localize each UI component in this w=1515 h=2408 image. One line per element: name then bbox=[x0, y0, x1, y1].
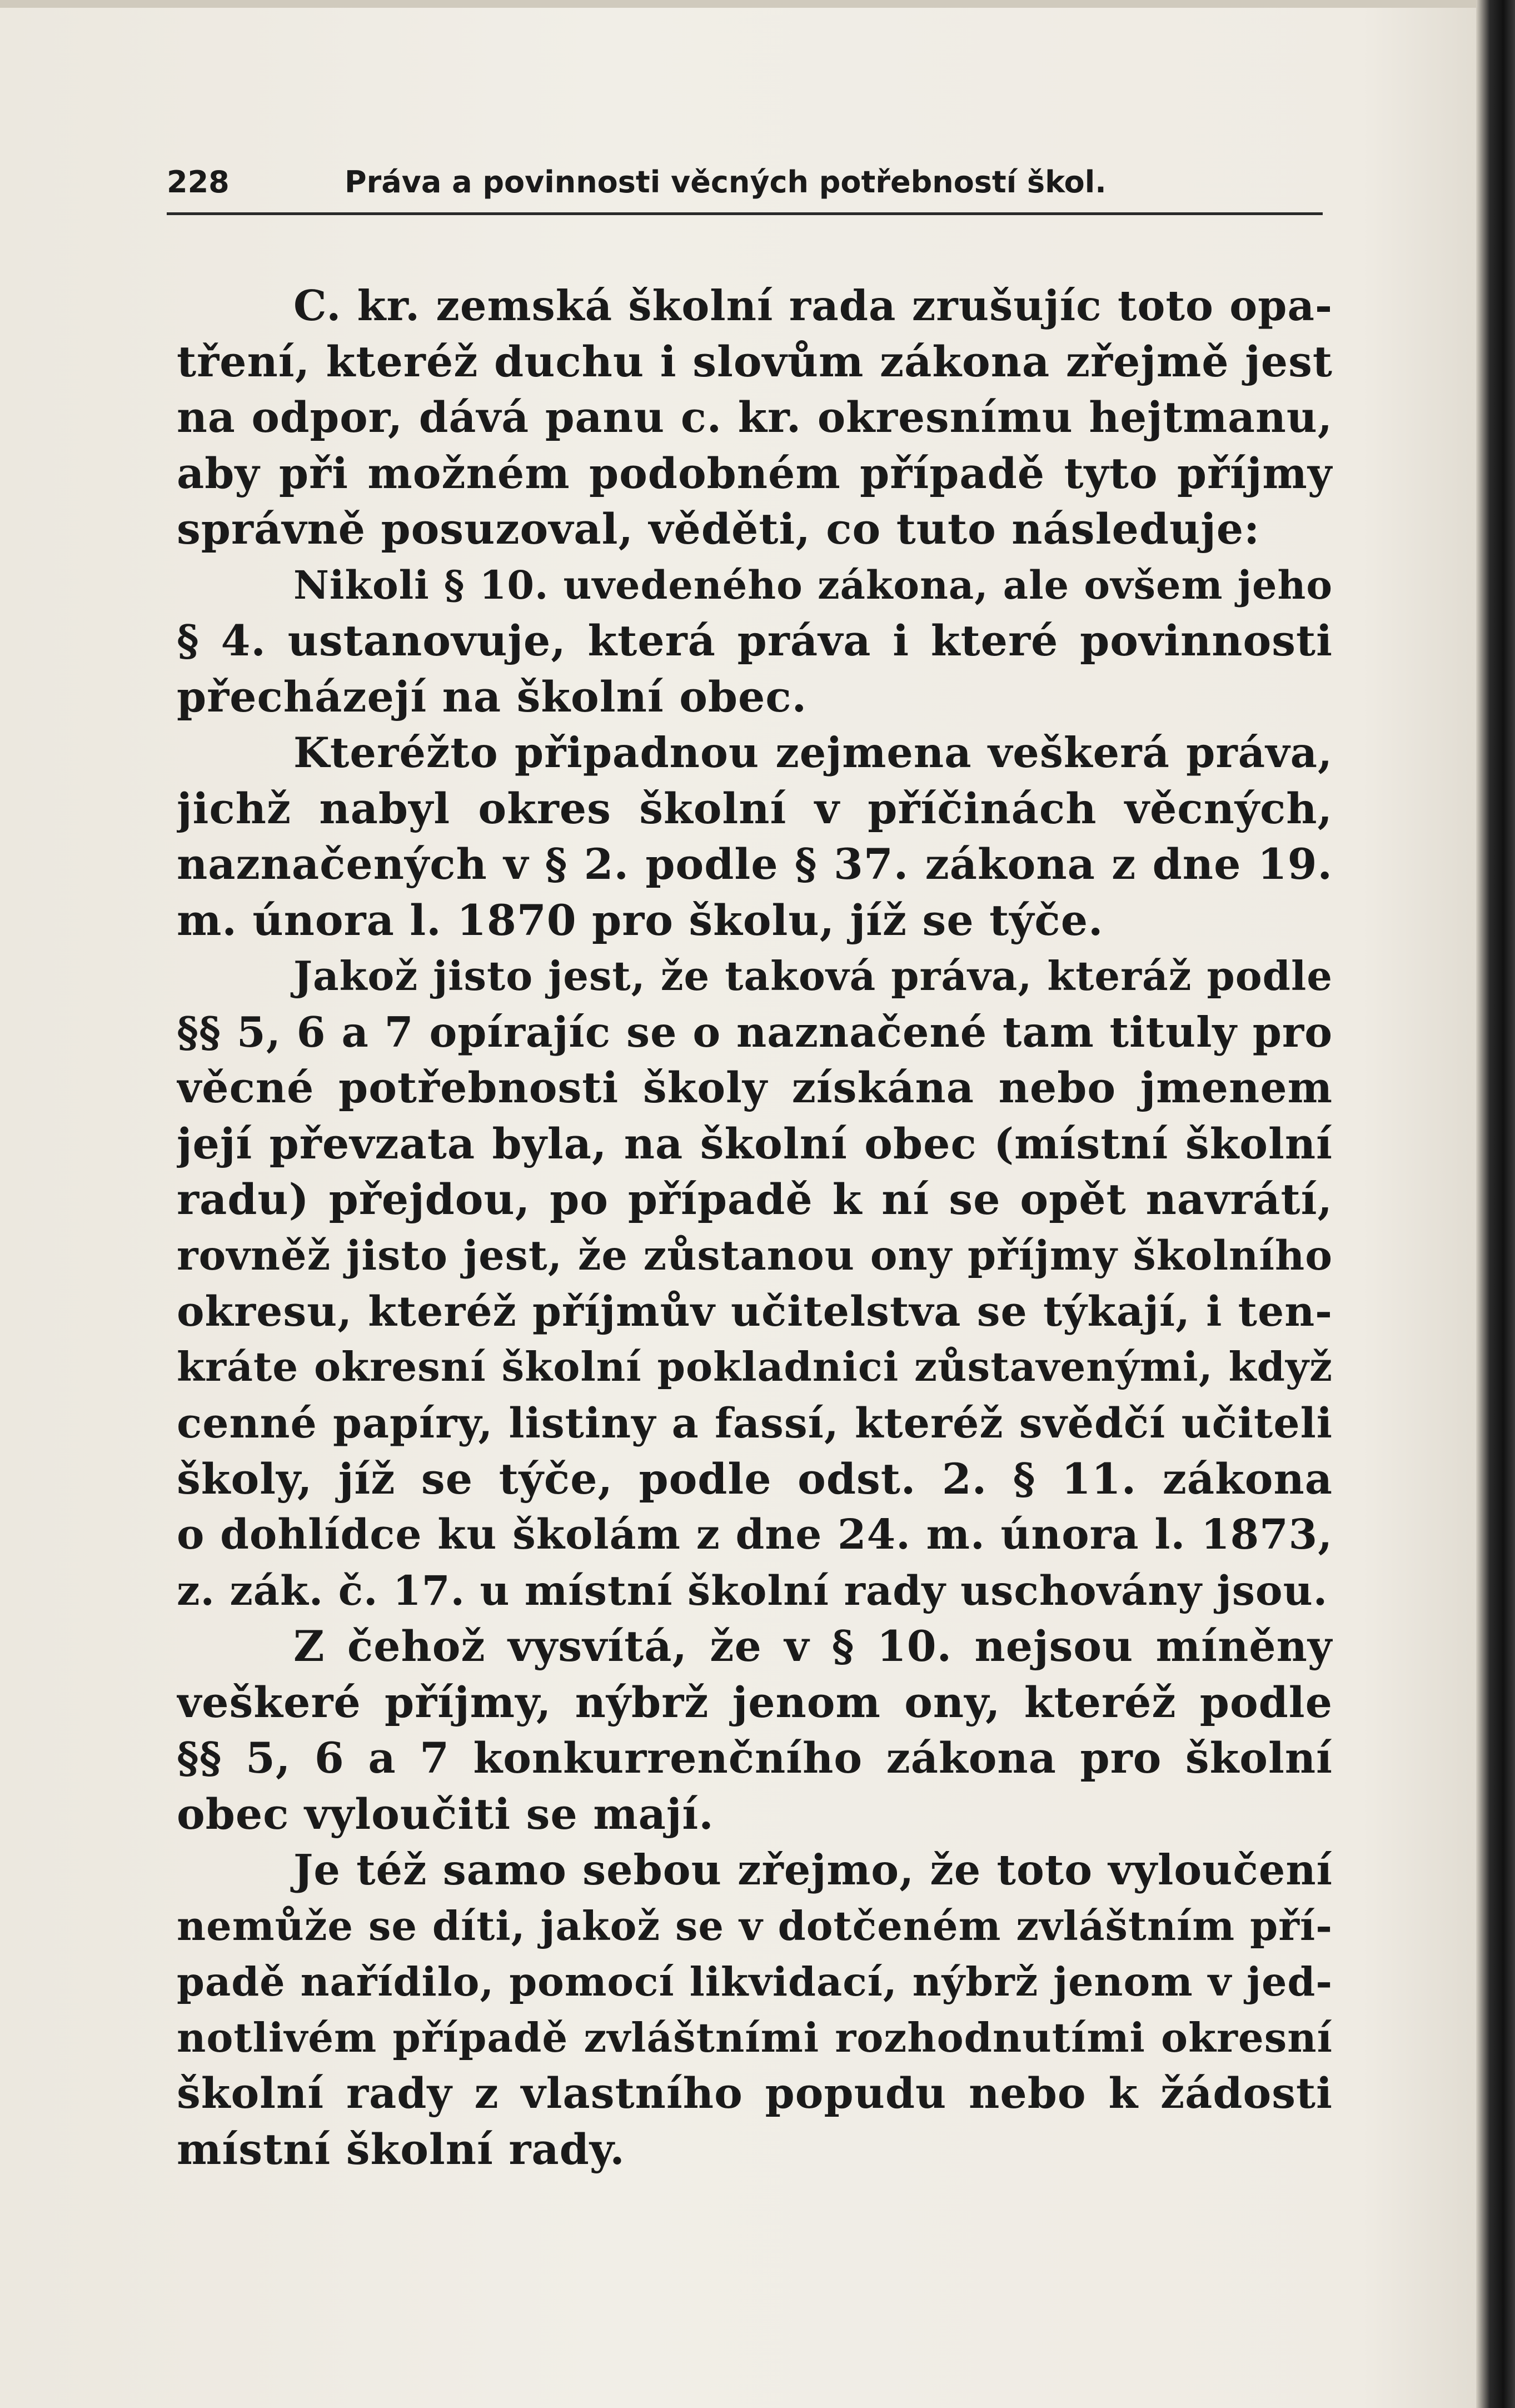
text-line: z. zák. č. 17. u místní školní rady uschovány jsou. bbox=[177, 1566, 1328, 1615]
text-line: §§ 5, 6 a 7 konkurrenčního zákona pro školní bbox=[177, 1733, 1333, 1783]
header-rule bbox=[167, 212, 1323, 215]
text-line: okresu, kteréž příjmův učitelstva se týkají, i ten- bbox=[177, 1287, 1333, 1336]
page-number: 228 bbox=[167, 165, 230, 200]
text-line: §§ 5, 6 a 7 opírajíc se o naznačené tam tituly pro bbox=[177, 1007, 1333, 1057]
text-line: na odpor, dává panu c. kr. okresnímu hejtmanu, bbox=[177, 392, 1333, 442]
text-line: radu) přejdou, po případě k ní se opět navrátí, bbox=[177, 1175, 1333, 1224]
text-line: Nikoli § 10. uvedeného zákona, ale ovšem jeho bbox=[293, 562, 1333, 608]
text-line: obec vyloučiti se mají. bbox=[177, 1789, 714, 1839]
text-line: padě nařídilo, pomocí likvidací, nýbrž jenom v jed- bbox=[177, 1958, 1333, 2005]
text-line: nemůže se díti, jakož se v dotčeném zvláštním pří- bbox=[177, 1902, 1333, 1949]
text-line: naznačených v § 2. podle § 37. zákona z dne 19. bbox=[177, 839, 1333, 889]
text-line: věcné potřebnosti školy získána nebo jmenem bbox=[177, 1063, 1333, 1112]
text-line: kráte okresní školní pokladnici zůstavenými, když bbox=[177, 1343, 1333, 1391]
text-line: místní školní rady. bbox=[177, 2124, 625, 2174]
text-line: § 4. ustanovuje, která práva i které povinnosti bbox=[177, 616, 1333, 665]
text-line: veškeré příjmy, nýbrž jenom ony, kteréž podle bbox=[177, 1677, 1333, 1727]
text-line: C. kr. zemská školní rada zrušujíc toto opa- bbox=[293, 281, 1333, 330]
text-line: správně posuzoval, věděti, co tuto následuje: bbox=[177, 504, 1260, 554]
text-line: m. února l. 1870 pro školu, jíž se týče. bbox=[177, 895, 1104, 945]
text-line: Z čehož vysvítá, že v § 10. nejsou míněny bbox=[293, 1621, 1333, 1671]
text-line: tření, kteréž duchu i slovům zákona zřejmě jest bbox=[177, 336, 1333, 386]
text-line: Jakož jisto jest, že taková práva, kteráž podle bbox=[293, 952, 1333, 999]
book-spine-edge bbox=[1476, 0, 1515, 2408]
page-top-edge bbox=[0, 0, 1515, 8]
text-line: rovněž jisto jest, že zůstanou ony příjmy školního bbox=[177, 1231, 1333, 1280]
text-line: aby při možném podobném případě tyto příjmy bbox=[177, 448, 1333, 498]
body-text bbox=[177, 278, 1333, 2177]
text-line: Je též samo sebou zřejmo, že toto vyloučení bbox=[293, 1845, 1333, 1894]
running-title: Práva a povinnosti věcných potřebností škol. bbox=[345, 165, 1107, 200]
text-line: její převzata byla, na školní obec (místní školní bbox=[177, 1118, 1333, 1168]
text-line: notlivém případě zvláštními rozhodnutími okresní bbox=[177, 2013, 1333, 2061]
text-line: Kteréžto připadnou zejmena veškerá práva, bbox=[293, 728, 1333, 777]
running-header bbox=[167, 160, 1334, 205]
text-line: přecházejí na školní obec. bbox=[177, 671, 808, 722]
text-line: školy, jíž se týče, podle odst. 2. § 11. zákona bbox=[177, 1454, 1333, 1504]
text-line: jichž nabyl okres školní v příčinách věcných, bbox=[177, 783, 1333, 833]
text-line: o dohlídce ku školám z dne 24. m. února l. 1873, bbox=[177, 1510, 1333, 1559]
text-line: školní rady z vlastního popudu nebo k žádosti bbox=[177, 2068, 1333, 2118]
text-line: cenné papíry, listiny a fassí, kteréž svědčí učiteli bbox=[177, 1399, 1333, 1447]
